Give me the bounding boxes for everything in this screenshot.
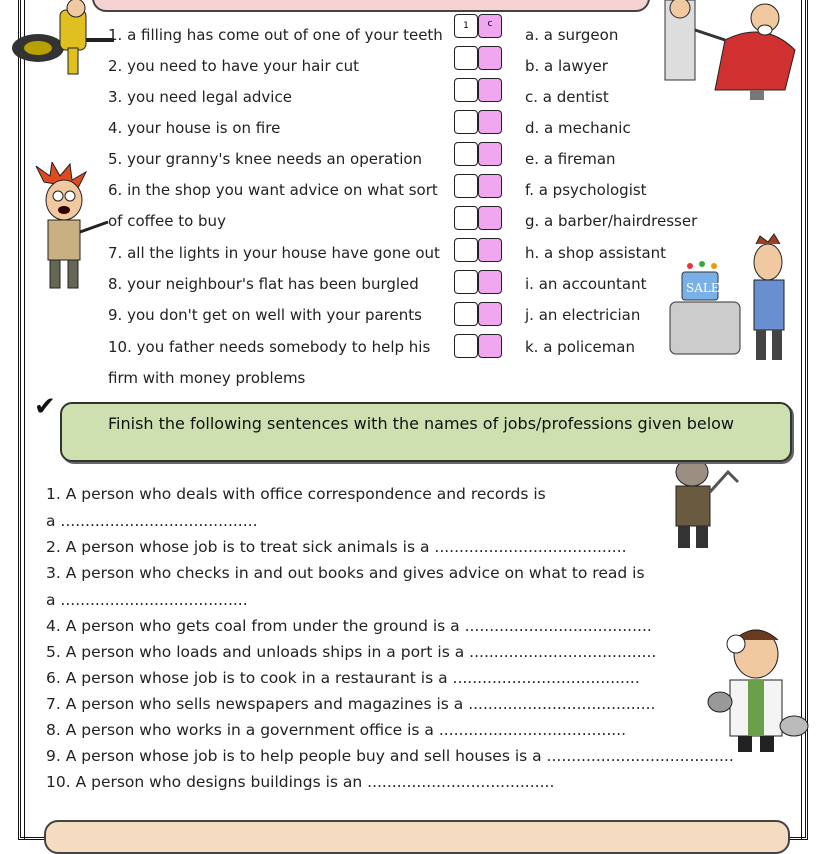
- matching-item-number: 4.: [108, 119, 123, 137]
- matching-item: [108, 244, 440, 262]
- number-answer-box[interactable]: [454, 302, 478, 326]
- letter-answer-box[interactable]: [478, 78, 502, 102]
- matching-item-number: 1.: [108, 26, 123, 44]
- matching-item: [108, 369, 305, 387]
- answer-box-pair: [454, 78, 502, 102]
- letter-answer-box[interactable]: [478, 238, 502, 262]
- sentence-line: 5. A person who loads and unloads ships in a port is a ......................................: [46, 643, 657, 661]
- matching-item-text: a filling has come out of one of your teeth: [127, 26, 443, 44]
- matching-item-number: 2.: [108, 57, 123, 75]
- answer-option: a. a surgeon: [525, 26, 619, 44]
- answer-option: g. a barber/hairdresser: [525, 212, 698, 230]
- letter-answer-box[interactable]: c: [478, 14, 502, 38]
- number-answer-box[interactable]: [454, 110, 478, 134]
- matching-item-text: all the lights in your house have gone out: [127, 244, 440, 262]
- matching-item: [108, 212, 226, 230]
- answer-option: d. a mechanic: [525, 119, 631, 137]
- number-answer-box[interactable]: [454, 46, 478, 70]
- firefighter-illustration: [8, 0, 118, 78]
- number-answer-box[interactable]: [454, 78, 478, 102]
- matching-item-number: 6.: [108, 181, 123, 199]
- matching-item: [108, 275, 419, 293]
- number-answer-box[interactable]: [454, 334, 478, 358]
- number-answer-box[interactable]: [454, 206, 478, 230]
- matching-item-text: your house is on fire: [127, 119, 281, 137]
- answer-box-pair: [454, 46, 502, 70]
- sentence-line: 6. A person whose job is to cook in a restaurant is a ......................................: [46, 669, 640, 687]
- answer-box-pair: [454, 14, 502, 38]
- answer-box-pair: [454, 110, 502, 134]
- sentence-line: a ......................................: [46, 591, 248, 609]
- letter-answer-box[interactable]: [478, 142, 502, 166]
- matching-item-text: you need to have your hair cut: [127, 57, 360, 75]
- matching-item: [108, 181, 438, 199]
- sentence-line: 4. A person who gets coal from under the ground is a ......................................: [46, 617, 652, 635]
- letter-answer-box[interactable]: [478, 206, 502, 230]
- shop-assistant-illustration: [668, 232, 803, 362]
- number-answer-box[interactable]: [454, 270, 478, 294]
- sale-sign-text: SALE: [686, 281, 720, 295]
- vet-illustration: [700, 622, 812, 754]
- answer-option: k. a policeman: [525, 338, 636, 356]
- letter-answer-box[interactable]: [478, 334, 502, 358]
- sentence-line: 2. A person whose job is to treat sick animals is a .......................................: [46, 538, 627, 556]
- number-answer-box[interactable]: 1: [454, 14, 478, 38]
- answer-box-pair: [454, 174, 502, 198]
- bottom-banner: [44, 820, 790, 854]
- matching-item-number: 8.: [108, 275, 123, 293]
- number-answer-box[interactable]: [454, 174, 478, 198]
- scared-man-illustration: [14, 162, 114, 292]
- sentence-line: a ........................................: [46, 512, 258, 530]
- answer-box-pair: [454, 238, 502, 262]
- matching-item-text: of coffee to buy: [108, 212, 226, 230]
- answer-option: h. a shop assistant: [525, 244, 667, 262]
- matching-item: [108, 26, 443, 44]
- sentence-line: 10. A person who designs buildings is an ......................................: [46, 773, 555, 791]
- answer-box-pair: [454, 334, 502, 358]
- matching-item-number: 7.: [108, 244, 123, 262]
- checkmark-icon: ✔: [34, 392, 56, 422]
- instruction-banner: [60, 402, 792, 462]
- matching-item: [108, 88, 292, 106]
- matching-item: [108, 338, 430, 356]
- letter-answer-box[interactable]: [478, 174, 502, 198]
- answer-box-pair: [454, 270, 502, 294]
- matching-item-text: you father needs somebody to help his: [136, 338, 431, 356]
- matching-item-number: 10.: [108, 338, 132, 356]
- answer-option: f. a psychologist: [525, 181, 647, 199]
- matching-item: [108, 119, 280, 137]
- letter-answer-box[interactable]: [478, 270, 502, 294]
- matching-item-text: you don't get on well with your parents: [127, 306, 422, 324]
- matching-item-number: 3.: [108, 88, 123, 106]
- matching-item-number: 5.: [108, 150, 123, 168]
- answer-option: c. a dentist: [525, 88, 609, 106]
- matching-item-text: in the shop you want advice on what sort: [127, 181, 438, 199]
- letter-answer-box[interactable]: [478, 46, 502, 70]
- number-answer-box[interactable]: [454, 238, 478, 262]
- dentist-illustration: [655, 0, 805, 100]
- sentence-line: 3. A person who checks in and out books and gives advice on what to read is: [46, 564, 645, 582]
- matching-item: [108, 57, 359, 75]
- answer-box-pair: [454, 206, 502, 230]
- answer-option: i. an accountant: [525, 275, 647, 293]
- answer-option: b. a lawyer: [525, 57, 608, 75]
- matching-item-text: your neighbour's flat has been burgled: [127, 275, 419, 293]
- sentence-line: 7. A person who sells newspapers and magazines is a ......................................: [46, 695, 656, 713]
- answer-option: e. a fireman: [525, 150, 616, 168]
- matching-item: [108, 150, 422, 168]
- answer-box-pair: [454, 142, 502, 166]
- instruction-text: Finish the following sentences with the names of jobs/professions given below: [108, 414, 735, 433]
- matching-item-text: firm with money problems: [108, 369, 306, 387]
- letter-answer-box[interactable]: [478, 110, 502, 134]
- matching-item: [108, 306, 422, 324]
- matching-item-number: 9.: [108, 306, 123, 324]
- matching-item-text: your granny's knee needs an operation: [127, 150, 423, 168]
- answer-box-pair: [454, 302, 502, 326]
- sentence-line: 8. A person who works in a government office is a ......................................: [46, 721, 627, 739]
- matching-item-text: you need legal advice: [127, 88, 292, 106]
- sentence-line: 9. A person whose job is to help people buy and sell houses is a ......................................: [46, 747, 734, 765]
- sentence-line: 1. A person who deals with office correspondence and records is: [46, 485, 546, 503]
- number-answer-box[interactable]: [454, 142, 478, 166]
- letter-answer-box[interactable]: [478, 302, 502, 326]
- answer-option: j. an electrician: [525, 306, 641, 324]
- top-banner: [92, 0, 650, 12]
